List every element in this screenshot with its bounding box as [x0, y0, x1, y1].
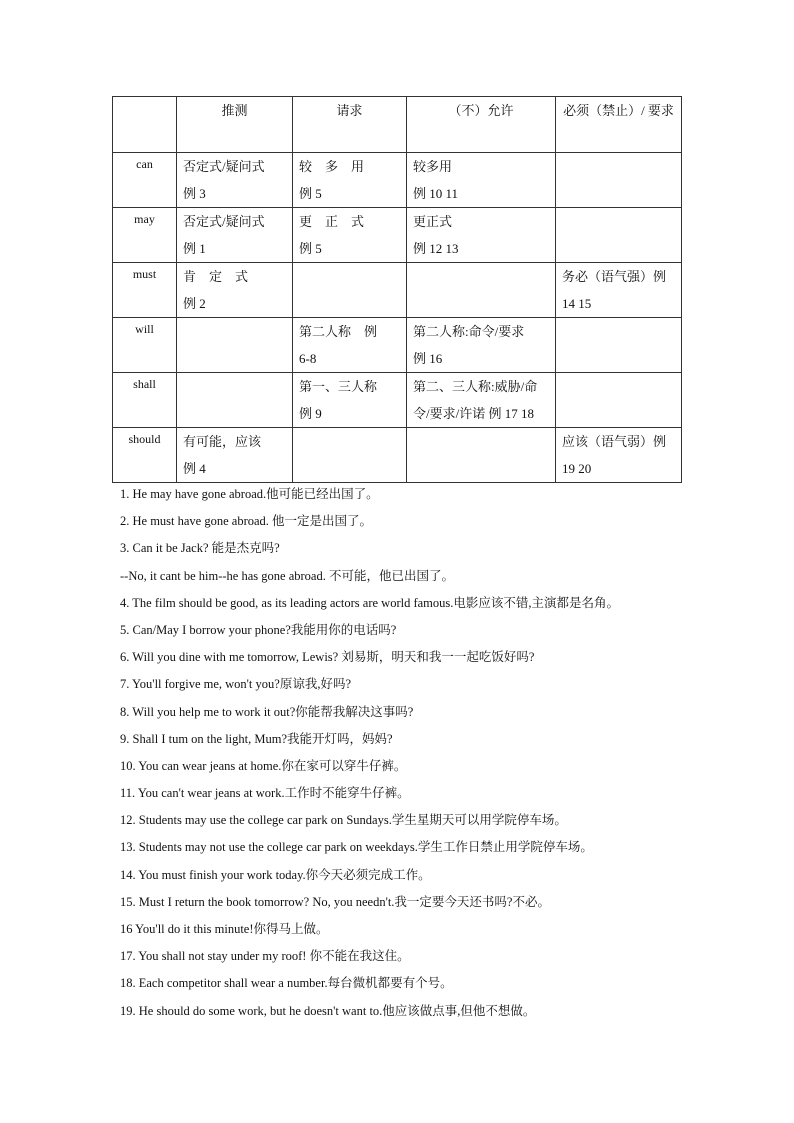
speculation-cell: [177, 373, 293, 428]
speculation-cell: 肯 定 式 例 2: [177, 263, 293, 318]
speculation-cell: [177, 318, 293, 373]
speculation-cell: 否定式/疑问式 例 1: [177, 208, 293, 263]
table-row-must: [113, 263, 682, 318]
header-request: 请求: [293, 97, 407, 153]
example-sentence: 11. You can't wear jeans at work.工作时不能穿牛仔裤。: [120, 786, 410, 801]
modal-label: will: [113, 318, 177, 373]
example-sentence: 19. He should do some work, but he doesn't want to.他应该做点事,但他不想做。: [120, 1003, 536, 1018]
header-must: 必须（禁止）/ 要求: [556, 97, 682, 153]
permission-cell: 更正式 例 12 13: [407, 208, 556, 263]
example-sentence: 9. Shall I tum on the light, Mum?我能开灯吗，妈妈?: [120, 731, 393, 746]
modal-verbs-table: [112, 96, 682, 483]
request-cell: 第二人称 例 6-8: [293, 318, 407, 373]
permission-cell: 第二、三人称:威胁/命 令/要求/许诺 例 17 18: [407, 373, 556, 428]
must-cell: [556, 153, 682, 208]
example-sentence: 13. Students may not use the college car park on weekdays.学生工作日禁止用学院停车场。: [120, 840, 593, 855]
must-cell: 务必（语气强）例 14 15: [556, 263, 682, 318]
example-sentence: --No, it cant be him--he has gone abroad. 不可能，他已出国了。: [120, 568, 454, 583]
permission-cell: 较多用 例 10 11: [407, 153, 556, 208]
header-permission: （不）允许: [407, 97, 556, 153]
example-sentence: 4. The film should be good, as its leading actors are world famous.电影应该不错,主演都是名角。: [120, 595, 620, 610]
modal-label: can: [113, 153, 177, 208]
table-row-may: [113, 208, 682, 263]
example-sentence: 8. Will you help me to work it out?你能帮我解决这事吗?: [120, 704, 414, 719]
modal-label: must: [113, 263, 177, 318]
example-sentence: 5. Can/May I borrow your phone?我能用你的电话吗?: [120, 622, 397, 637]
example-sentence: 18. Each competitor shall wear a number.每台微机都要有个号。: [120, 976, 453, 991]
request-cell: 较 多 用 例 5: [293, 153, 407, 208]
request-cell: [293, 428, 407, 483]
example-sentence: 12. Students may use the college car park on Sundays.学生星期天可以用学院停车场。: [120, 813, 567, 828]
example-sentence: 7. You'll forgive me, won't you?原谅我,好吗?: [120, 677, 351, 692]
modal-label: shall: [113, 373, 177, 428]
example-sentences-list: [120, 481, 619, 1025]
modal-label: may: [113, 208, 177, 263]
modal-label: should: [113, 428, 177, 483]
table-row-will: [113, 318, 682, 373]
must-cell: 应该（语气弱）例 19 20: [556, 428, 682, 483]
example-sentence: 3. Can it be Jack? 能是杰克吗?: [120, 541, 280, 556]
example-sentence: 1. He may have gone abroad.他可能已经出国了。: [120, 487, 379, 501]
must-cell: [556, 208, 682, 263]
example-sentence: 10. You can wear jeans at home.你在家可以穿牛仔裤。: [120, 758, 407, 773]
request-cell: 第一、三人称 例 9: [293, 373, 407, 428]
example-sentence: 15. Must I return the book tomorrow? No, you needn't.我一定要今天还书吗?不必。: [120, 894, 550, 909]
permission-cell: [407, 263, 556, 318]
table-row-should: [113, 428, 682, 483]
request-cell: 更 正 式 例 5: [293, 208, 407, 263]
must-cell: [556, 318, 682, 373]
example-sentence: 14. You must finish your work today.你今天必须完成工作。: [120, 867, 431, 882]
table-header-row: [113, 97, 682, 153]
permission-cell: 第二人称:命令/要求 例 16: [407, 318, 556, 373]
table-row-shall: [113, 373, 682, 428]
example-sentence: 16 You'll do it this minute!你得马上做。: [120, 922, 329, 936]
permission-cell: [407, 428, 556, 483]
example-sentence: 17. You shall not stay under my roof! 你不能在我这住。: [120, 949, 410, 964]
header-speculation: 推测: [177, 97, 293, 153]
table-row-can: [113, 153, 682, 208]
example-sentence: 2. He must have gone abroad. 他一定是出国了。: [120, 514, 373, 529]
must-cell: [556, 373, 682, 428]
header-cell-empty: [113, 97, 177, 153]
request-cell: [293, 263, 407, 318]
speculation-cell: 否定式/疑问式 例 3: [177, 153, 293, 208]
speculation-cell: 有可能，应该 例 4: [177, 428, 293, 483]
example-sentence: 6. Will you dine with me tomorrow, Lewis? 刘易斯，明天和我一一起吃饭好吗?: [120, 650, 535, 665]
